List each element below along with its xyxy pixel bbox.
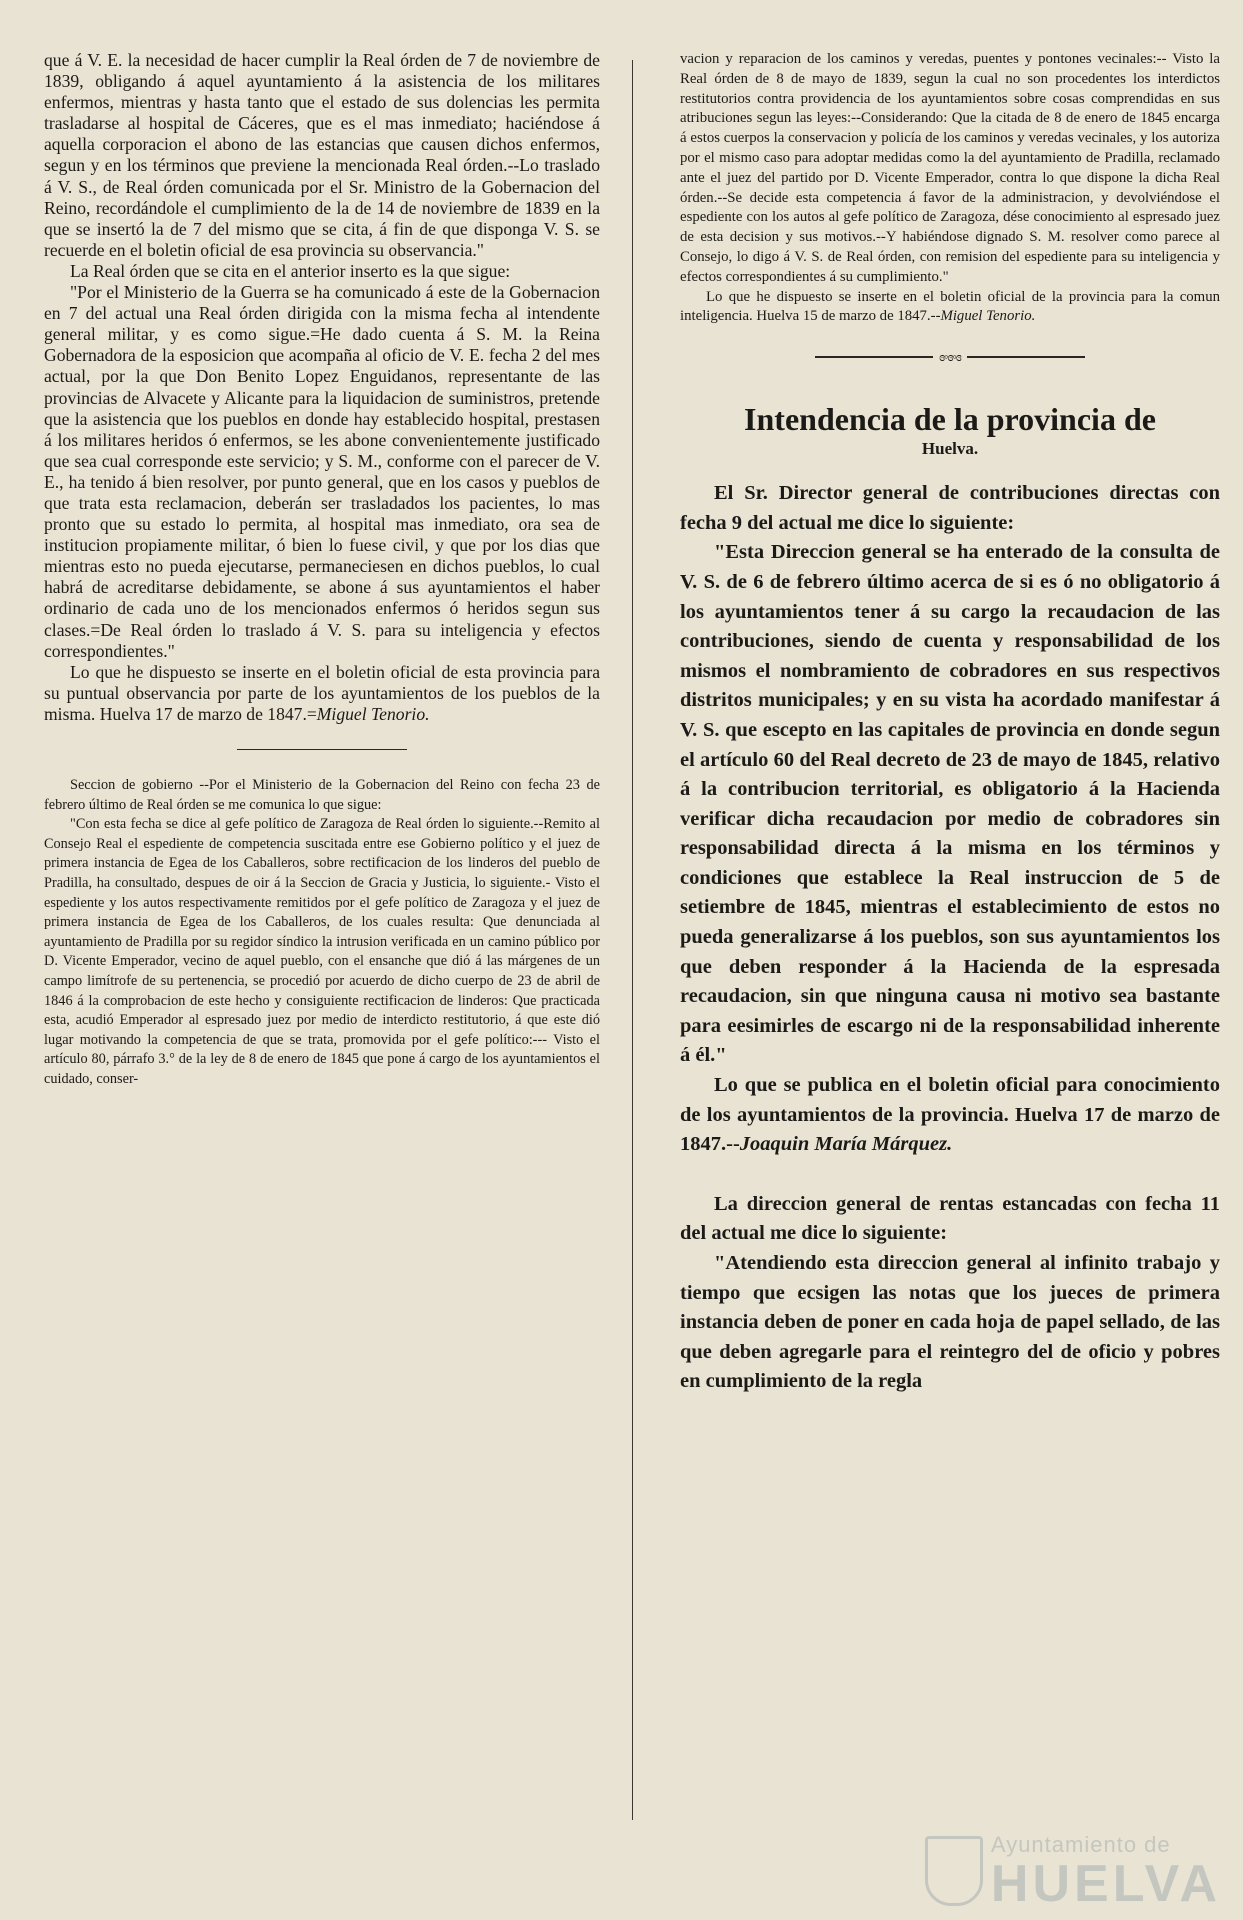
- right-closing-text: Lo que he dispuesto se inserte en el boletin oficial de la provincia para la comun inteligencia. Huelva 15 de marzo de 1847.--: [680, 288, 1220, 325]
- quoted-order: "Por el Ministerio de la Guerra se ha comunicado á este de la Gobernacion en 7 del actual una Real órden dirigida con la misma fecha al intendente general militar, y es como sigue.=He dado cuenta á S. M. la Reina Gobernadora de la esposicion que acompaña al oficio de V. E. fecha 2 del mes actual, por la que Don Benito Lopez Enguidanos, representante de las provincias de Alvacete y Alicante para la liquidacion de suministros, pretende que la asistencia que los pueblos en donde hay establecido hospital, prestasen á los militares heridos ó enfermos, se les abone convenientemente justificado que sea cual corresponde este servicio; y S. M., conforme con el parecer de V. E., ha tenido á bien resolver, por punto general, que en los casos y pueblos de que trata esta reclamacion, deberán ser trasladados los pacientes, lo mas pronto que su estado lo permita, al hospital mas inmediato, ora sea de institucion propiamente militar, ó bien lo fuese civil, y que por los dias que mientras esto no pueda ejecutarse, permaneciesen en dichos pueblos, lo cual habrá de acreditarse debidamente, se abone á sus ayuntamientos el haber ordinario de cada uno de los mencionados enfermos ó heridos segun sus clases.=De Real órden lo traslado á V. S. para su inteligencia y efectos correspondientes.": [44, 282, 600, 661]
- ornament-line-left: [815, 356, 933, 358]
- section-subheading: Huelva.: [921, 439, 979, 459]
- paragraph-1-closing-text: Lo que se publica en el boletin oficial para conocimiento de los ayuntamientos de la provincia. Huelva 17 de marzo de 1847.--: [680, 1074, 1220, 1156]
- paragraph-2-quote: "Atendiendo esta direccion general al infinito trabajo y tiempo que ecsigen las notas que los jueces de primera instancia deben de poner en cada hoja de papel sellado, de las que deben agregarle para el reintegro del de oficio y pobres en cumplimiento de la regla: [680, 1252, 1220, 1393]
- paragraph-1-closing: [680, 1071, 1220, 1160]
- gobierno-body: "Con esta fecha se dice al gefe político de Zaragoza de Real órden lo siguiente.--Remito al Consejo Real el espediente de competencia suscitada entre ese Gobierno político y el juez de primera instancia de Egea de los Caballeros, sobre rectificacion de los linderos del pueblo de Pradilla, ha consultado, despues de oir á la Seccion de Gracia y Justicia, lo siguiente.- Visto el espediente y los autos respectivamente remitidos por el gefe político de Zaragoza y el juez de primera instancia de Egea de los Caballeros, de los cuales resulta: Que denunciada al ayuntamiento de Pradilla por su regidor síndico la intrusion verificada en un camino público por D. Vicente Emperador, vecino de aquel pueblo, con el ensanche que dió á las márgenes de un campo limítrofe de su pertenencia, se procedió por acuerdo de dicho cuerpo de 23 de abril de 1846 á la comprobacion de este hecho y consiguiente rectificacion de linderos: Que practicada esta, acudió Emperador al espresado juez por medio de interdicto restitutorio, á que este dió lugar motivando la competencia de que se trata, promovida por el gefe político:--- Visto el artículo 80, párrafo 3.° de la ley de 8 de enero de 1845 que pone á cargo de los ayuntamientos el cuidado, conser-: [44, 816, 600, 1087]
- closing-text: Lo que he dispuesto se inserte en el boletin oficial de esta provincia para su puntual observancia por parte de los ayuntamientos de los pueblos de la misma. Huelva 17 de marzo de 1847.=: [44, 661, 600, 724]
- intro-paragraph: La Real órden que se cita en el anterior inserto es la que sigue:: [70, 260, 511, 281]
- ornament-icon: ɞ◦ɞ◦ɞ: [939, 349, 961, 365]
- left-column: [44, 50, 600, 1090]
- ornamental-divider: [680, 349, 1220, 365]
- right-column: [680, 50, 1220, 1397]
- watermark-small-text: Ayuntamiento de: [990, 1832, 1171, 1857]
- column-rule: [632, 60, 633, 1820]
- paragraph-1-quote: "Esta Direccion general se ha enterado de la consulta de V. S. de 6 de febrero último acerca de si es ó no obligatorio á los ayuntamientos tener á su cargo la recaudacion de las contribuciones, siendo de cuenta y responsabilidad de los mismos el nombramiento de cobradores en sus respectivos distritos municipales; y en su vista ha acordado manifestar á V. S. que escepto en las capitales de provincia en donde segun el artículo 60 del Real decreto de 23 de mayo de 1845, relativo á la contribucion territorial, es obligatorio á la Hacienda verificar dicha recaudacion por medio de cobradores sin responsabilidad directa á la misma en los términos y condiciones que establece la Real instruccion de 5 de setiembre de 1845, mientras el establecimiento de estos no pueda generalizarse á los pueblos, son sus ayuntamientos los que deben responder á la Hacienda de la espresada recaudacion, sin que ninguna causa ni motivo sea bastante para eesimirles de escargo ni de la responsabilidad inherente á él.": [680, 541, 1220, 1067]
- archive-watermark: [925, 1832, 1221, 1913]
- paragraph-2-intro: La direccion general de rentas estancadas con fecha 11 del actual me dice lo siguiente:: [680, 1192, 1220, 1245]
- right-closing-paragraph: [680, 288, 1220, 328]
- closing-paragraph: [44, 662, 600, 725]
- section-divider: [237, 749, 407, 750]
- ornament-line-right: [967, 356, 1085, 358]
- continued-paragraph: que á V. E. la necesidad de hacer cumplir la Real órden de 7 de noviembre de 1839, obligando á aquel ayuntamiento á la asistencia de los militares enfermos, mientras y hasta tanto que el estado de sus dolencias les permita trasladarse al hospital de Cáceres, que es el mas inmediato; haciéndose á aquella corporacion el abono de las estancias que causen dichos enfermos, segun y en los términos que previene la mencionada Real órden.--Lo traslado á V. S., de Real órden comunicada por el Sr. Ministro de la Gobernacion del Reino, recordándole el cumplimiento de la de 14 de noviembre de 1839 en la que se insertó la de 7 del mismo que se cita, á fin de que disponga V. S. se recuerde en el boletin oficial de esa provincia su observancia.": [44, 50, 600, 260]
- paragraph-1-intro: El Sr. Director general de contribuciones directas con fecha 9 del actual me dice lo siguiente:: [680, 482, 1220, 534]
- gobierno-intro: Seccion de gobierno --Por el Ministerio de la Gobernacion del Reino con fecha 23 de febrero último de Real órden se me comunica lo que sigue:: [44, 777, 600, 813]
- watermark-text: [990, 1832, 1221, 1913]
- spacer: [680, 1160, 1220, 1190]
- watermark-big-text: HUELVA: [990, 1855, 1221, 1913]
- closing-signature: Miguel Tenorio.: [316, 703, 430, 724]
- coat-of-arms-icon: [925, 1836, 983, 1906]
- section-heading: Intendencia de la provincia de: [744, 401, 1156, 438]
- right-closing-signature: Miguel Tenorio.: [940, 308, 1036, 325]
- paragraph-1-signature: Joaquin María Márquez.: [739, 1133, 953, 1156]
- continued-text: vacion y reparacion de los caminos y veredas, puentes y pontones vecinales:-- Visto la Real órden de 8 de mayo de 1839, segun la cual no son procedentes los interdictos restitutorios contra providencia de los ayuntamientos sobre cosas comprendidas en sus atribuciones segun las leyes:--Considerando: Que la citada de 8 de enero de 1845 encarga á estos cuerpos la conservacion y policía de los caminos y veredas vecinales, y los autoriza por el mismo caso para adoptar medidas como la del ayuntamiento de Pradilla, reclamado ante el juez del partido por D. Vicente Emperador, contra lo que dispone la dicha Real órden.--Se decide esta competencia á favor de la administracion, y devolviéndose el espediente con los autos al gefe político de Zaragoza, dése conocimiento al espresado juez de esta decision y sus motivos.--Y habiéndose dignado S. M. resolver como parece al Consejo, lo digo á V. S. de Real órden, con remision del espediente para su inteligencia y efectos correspondientes á su cumplimiento.": [680, 51, 1220, 285]
